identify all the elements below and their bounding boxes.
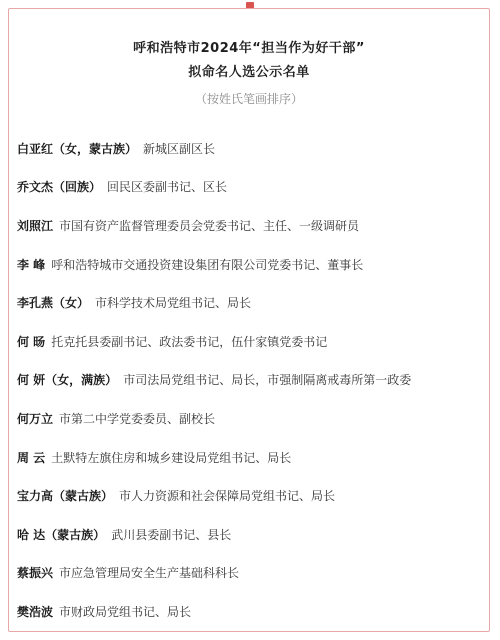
candidate-post: 市财政局党组书记、局长 — [59, 604, 192, 619]
list-item — [17, 283, 483, 322]
candidate-name: 樊浩波 — [17, 604, 54, 619]
candidate-post: 回民区委副书记、区长 — [107, 180, 228, 195]
candidate-post: 市司法局党组书记、局长，市强制隔离戒毒所第一政委 — [123, 373, 412, 388]
candidate-name: 哈 达（蒙古族） — [17, 527, 106, 542]
candidate-name: 何万立 — [17, 411, 54, 426]
list-item — [17, 554, 483, 593]
list-item — [17, 129, 483, 168]
candidate-post: 市国有资产监督管理委员会党委书记、主任、一级调研员 — [59, 218, 360, 233]
candidate-name: 宝力高（蒙古族） — [17, 489, 114, 504]
candidate-post: 呼和浩特城市交通投资建设集团有限公司党委书记、董事长 — [51, 257, 364, 272]
candidate-post: 市第二中学党委委员、副校长 — [59, 411, 216, 426]
candidate-name: 蔡振兴 — [17, 566, 54, 581]
candidate-list — [17, 129, 483, 631]
list-item — [17, 592, 483, 631]
candidate-name: 何 旸 — [17, 334, 46, 349]
notice-frame — [8, 8, 490, 632]
notice-header — [9, 9, 489, 111]
list-item — [17, 476, 483, 515]
list-item — [17, 245, 483, 284]
sort-note: （按姓氏笔画排序） — [194, 92, 303, 106]
candidate-name: 李孔燕（女） — [17, 296, 90, 311]
candidate-name: 刘照江 — [17, 218, 54, 233]
candidate-post: 武川县委副书记、县长 — [111, 527, 232, 542]
list-item — [17, 168, 483, 207]
candidate-post: 新城区副区长 — [143, 141, 216, 156]
candidate-post: 市应急管理局安全生产基础科科长 — [59, 566, 240, 581]
candidate-post: 土默特左旗住房和城乡建设局党组书记、局长 — [51, 450, 292, 465]
title-line-2: 拟命名人选公示名单 — [188, 65, 310, 80]
candidate-name: 周 云 — [17, 450, 46, 465]
candidate-post: 托克托县委副书记、政法委书记，伍什家镇党委书记 — [51, 334, 328, 349]
list-item — [17, 206, 483, 245]
list-item — [17, 438, 483, 477]
candidate-name: 何 妍（女，满族） — [17, 373, 118, 388]
candidate-post: 市人力资源和社会保障局党组书记、局长 — [119, 489, 336, 504]
candidate-name: 李 峰 — [17, 257, 46, 272]
candidate-post: 市科学技术局党组书记、局长 — [95, 296, 252, 311]
list-item — [17, 515, 483, 554]
list-item — [17, 361, 483, 400]
list-item — [17, 399, 483, 438]
candidate-name: 乔文杰（回族） — [17, 180, 102, 195]
candidate-name: 白亚红（女，蒙古族） — [17, 141, 138, 156]
title-line-1: 呼和浩特市2024年“担当作为好干部” — [133, 41, 365, 56]
list-item — [17, 322, 483, 361]
